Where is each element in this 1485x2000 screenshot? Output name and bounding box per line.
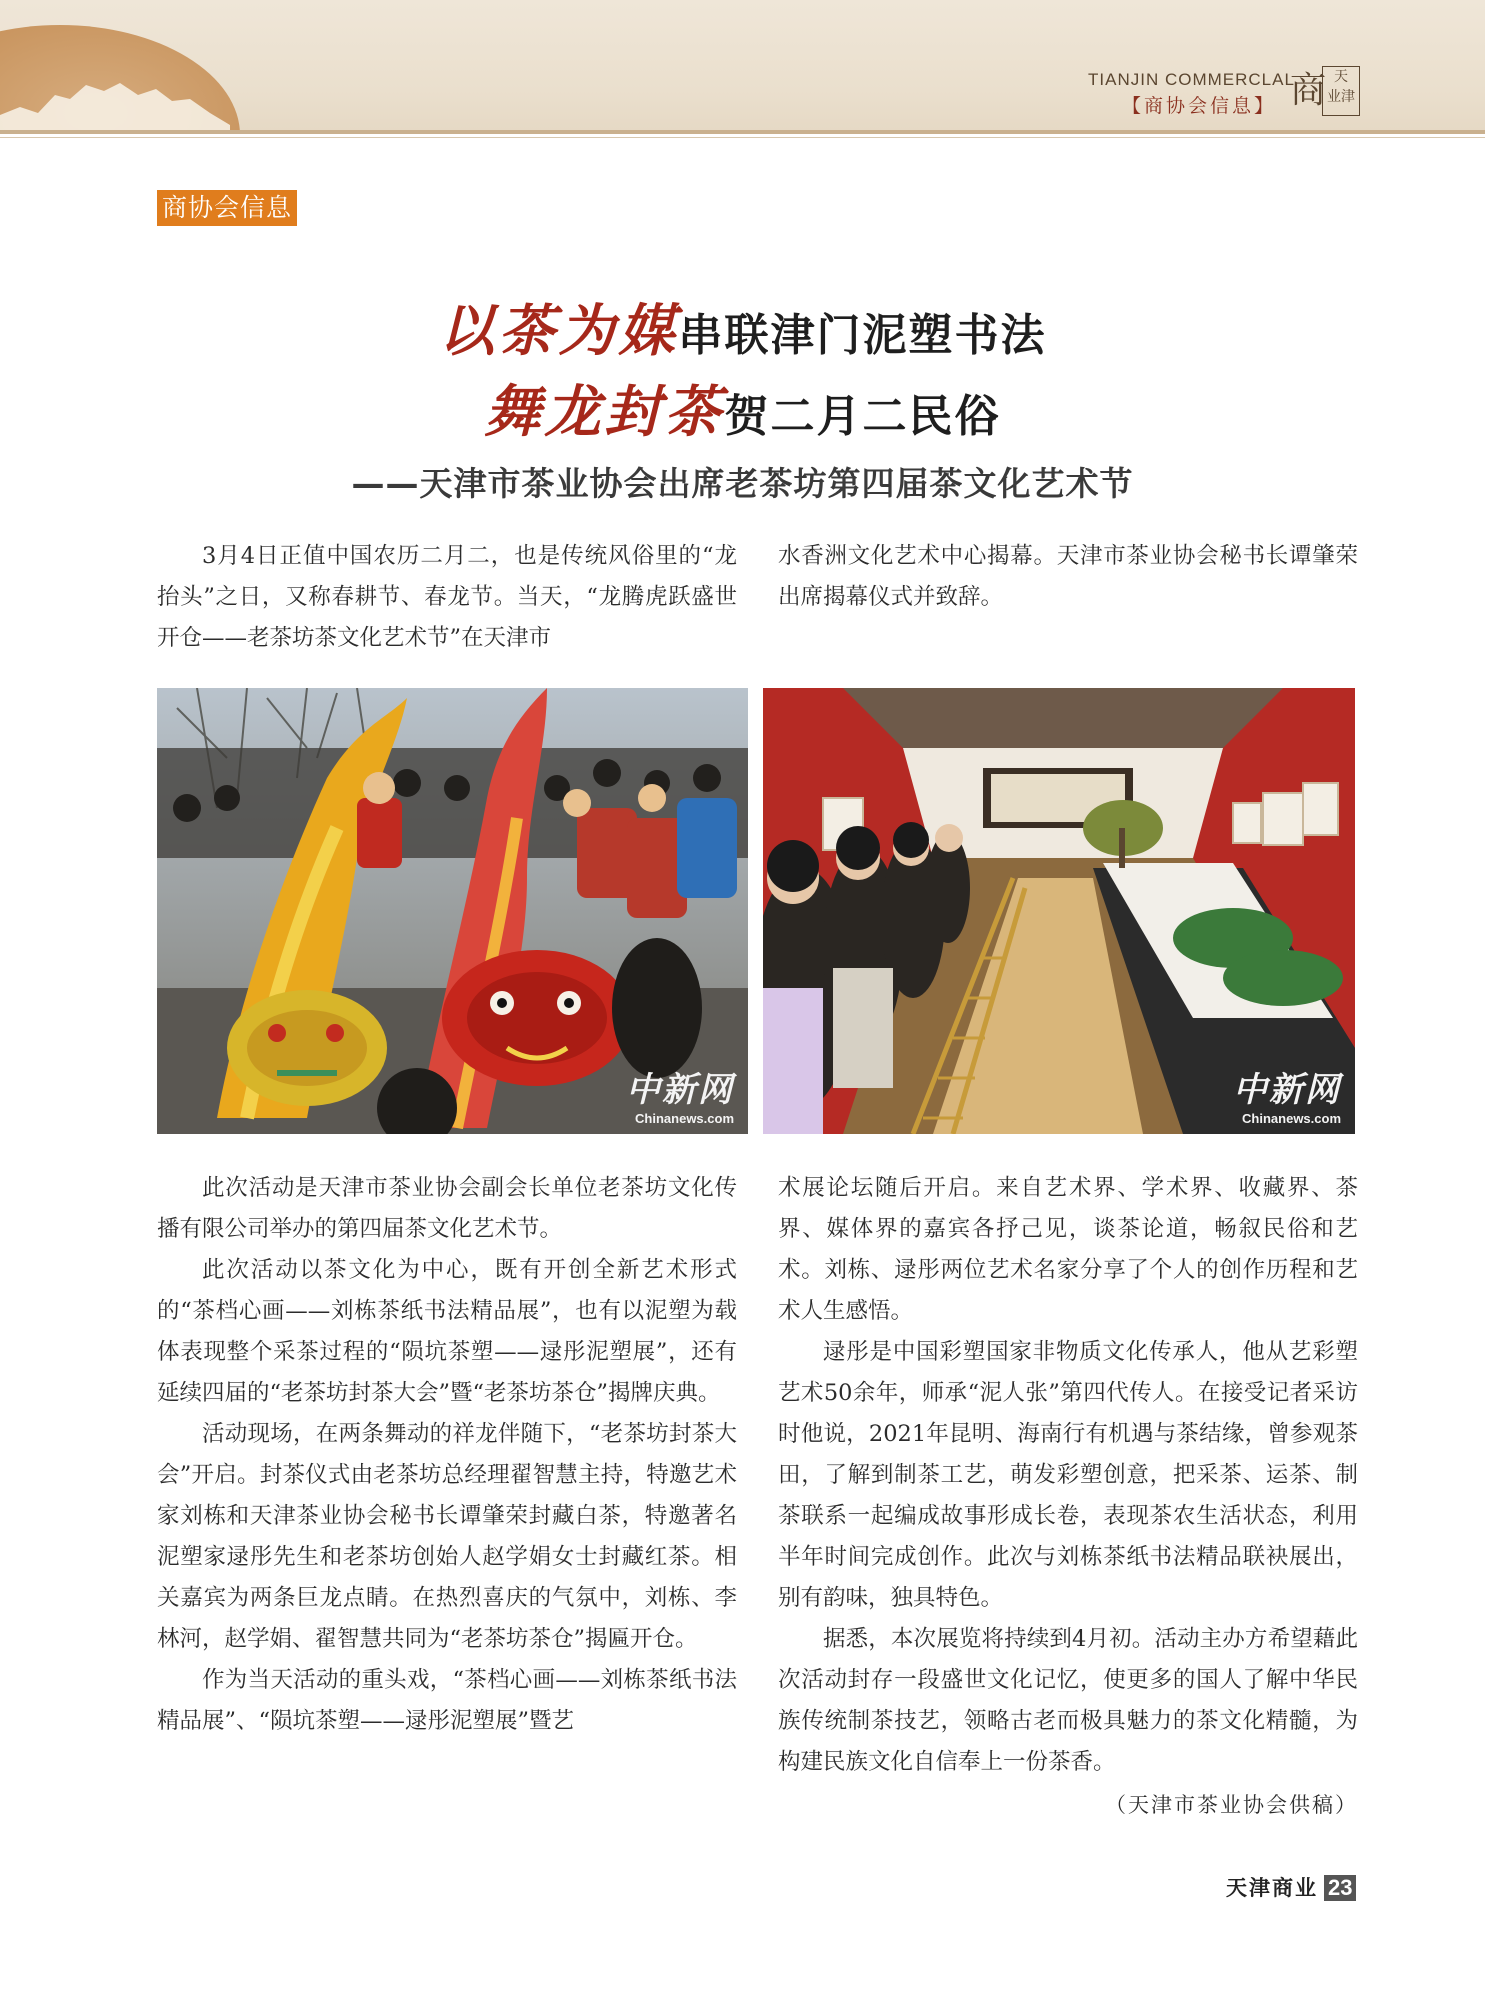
brand-english: TIANJIN COMMERCLAL	[1088, 70, 1295, 89]
title-calligraphy-2: 舞龙封茶	[484, 379, 725, 445]
intro-column-right	[778, 536, 1358, 618]
logo-box	[1322, 66, 1360, 116]
body-paragraph: 此次活动以茶文化为中心，既有开创全新艺术形式的“茶档心画——刘栋茶纸书法精品展”，也有以泥塑为载体表现整个采茶过程的“陨坑茶塑——逯彤泥塑展”，还有延续四届的“老茶坊封茶大会”暨“老茶坊茶仓”揭牌庆典。	[157, 1257, 737, 1406]
title-line-1	[0, 287, 1485, 367]
page-number: 23	[1324, 1875, 1356, 1901]
magazine-logo	[1290, 62, 1360, 118]
header-divider-thin	[0, 137, 1485, 138]
body-paragraph-continued: 术展论坛随后开启。来自艺术界、学术界、收藏界、茶界、媒体界的嘉宾各抒己见，谈茶论道，畅叙民俗和艺术。刘栋、逯彤两位艺术名家分享了个人的创作历程和艺术人生感悟。	[778, 1175, 1358, 1324]
title-calligraphy-1: 以茶为媒	[438, 298, 679, 364]
body-paragraph: 此次活动是天津市茶业协会副会长单位老茶坊文化传播有限公司举办的第四届茶文化艺术节。	[157, 1175, 737, 1242]
article-subtitle: ——天津市茶业协会出席老茶坊第四届茶文化艺术节	[351, 464, 1134, 503]
body-column-right	[778, 1168, 1358, 1826]
photo-watermark	[1233, 1062, 1341, 1126]
watermark-en: Chinanews.com	[635, 1111, 734, 1126]
body-paragraph: 据悉，本次展览将持续到4月初。活动主办方希望藉此次活动封存一段盛世文化记忆，使更多的国人了解中华民族传统制茶技艺，领略古老而极具魅力的茶文化精髓，为构建民族文化自信奉上一份茶香。	[778, 1626, 1358, 1775]
intro-paragraph-continued: 水香洲文化艺术中心揭幕。天津市茶业协会秘书长谭肇荣出席揭幕仪式并致辞。	[778, 543, 1358, 610]
header-divider	[0, 130, 1485, 134]
intro-paragraph: 3月4日正值中国农历二月二，也是传统风俗里的“龙抬头”之日，又称春耕节、春龙节。当天，“龙腾虎跃盛世开仓——老茶坊茶文化艺术节”在天津市	[157, 543, 737, 651]
photo-dragon-dance	[157, 688, 748, 1134]
logo-box-top: 天	[1334, 69, 1348, 85]
intro-column-left	[157, 536, 737, 659]
header-map-silhouette-icon	[0, 55, 230, 130]
watermark-en: Chinanews.com	[1242, 1111, 1341, 1126]
page-header	[0, 0, 1485, 130]
photo-watermark	[626, 1062, 734, 1126]
page-footer	[1226, 1872, 1356, 1902]
body-paragraph: 活动现场，在两条舞动的祥龙伴随下，“老茶坊封茶大会”开启。封茶仪式由老茶坊总经理翟智慧主持，特邀艺术家刘栋和天津茶业协会秘书长谭肇荣封藏白茶，特邀著名泥塑家逯彤先生和老茶坊创始人赵学娟女士封藏红茶。相关嘉宾为两条巨龙点睛。在热烈喜庆的气氛中，刘栋、李林河，赵学娟、翟智慧共同为“老茶坊茶仓”揭匾开仓。	[157, 1421, 737, 1652]
watermark-cn: 中新网	[626, 1070, 734, 1110]
section-tag: 商协会信息	[157, 190, 297, 226]
logo-main-char: 商	[1290, 70, 1327, 111]
body-paragraph: 逯彤是中国彩塑国家非物质文化传承人，他从艺彩塑艺术50余年，师承“泥人张”第四代传人。在接受记者采访时他说，2021年昆明、海南行有机遇与茶结缘，曾参观茶田，了解到制茶工艺，萌发彩塑创意，把采茶、运茶、制茶联系一起编成故事形成长卷，表现茶农生活状态，利用半年时间完成创作。此次与刘栋茶纸书法精品联袂展出，别有韵味，独具特色。	[778, 1339, 1358, 1611]
logo-box-bottom: 业津	[1327, 89, 1355, 105]
body-column-left	[157, 1168, 737, 1742]
article-credit: （天津市茶业协会供稿）	[1105, 1793, 1358, 1817]
watermark-cn: 中新网	[1233, 1070, 1341, 1110]
brand-section-label: 【商协会信息】	[1122, 95, 1277, 117]
publication-name: 天津商业	[1226, 1876, 1318, 1900]
title-line-2	[0, 368, 1485, 448]
title-text-1: 串联津门泥塑书法	[678, 310, 1047, 361]
body-paragraph: 作为当天活动的重头戏，“茶档心画——刘栋茶纸书法精品展”、“陨坑茶塑——逯彤泥塑展”暨艺	[157, 1667, 737, 1734]
photo-exhibition-hall	[763, 688, 1355, 1134]
title-text-2: 贺二月二民俗	[724, 391, 1001, 442]
